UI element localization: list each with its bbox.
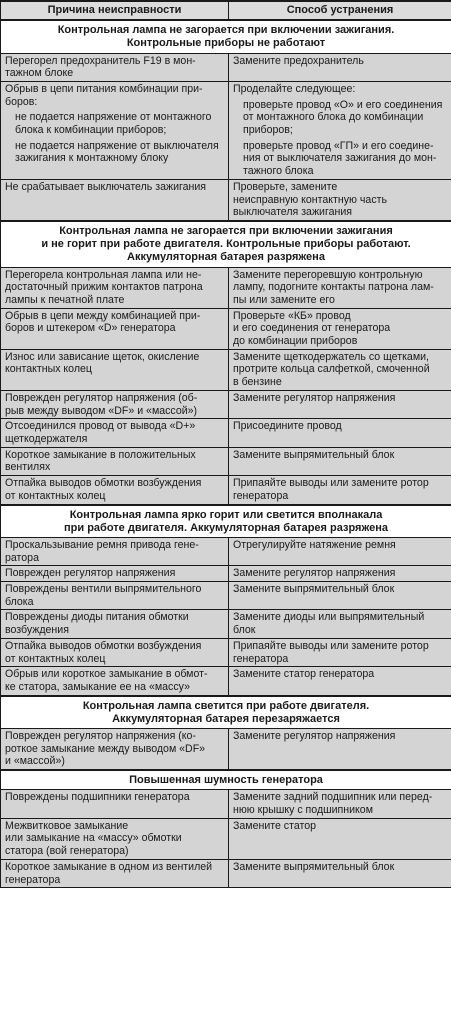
text-line: блока к комбинации приборов; <box>15 124 167 137</box>
remedy-cell <box>229 566 451 582</box>
text-line: возбуждения <box>5 624 69 637</box>
table-row <box>1 638 451 666</box>
remedy-cell <box>229 308 451 349</box>
text-line: Припаяйте выводы или замените ротор <box>233 639 429 652</box>
text-line: боров: <box>5 95 38 108</box>
cause-cell <box>1 667 229 696</box>
table-row <box>1 81 451 179</box>
text-line: Замените щеткодержатель со щетками, <box>233 350 429 363</box>
text-line: Замените регулятор напряжения <box>233 567 396 580</box>
text-line: Аккумуляторная батарея перезаряжается <box>112 712 340 725</box>
text-line: рыв между выводом «DF» и «массой») <box>5 404 198 417</box>
text-line: Проделайте следующее: <box>233 82 356 95</box>
text-line: статора (вой генератора) <box>5 845 129 858</box>
cause-cell <box>1 81 229 179</box>
text-line: не подается напряжение от выключателя <box>15 139 219 152</box>
cause-cell <box>1 267 229 308</box>
text-line: от контактных колец <box>5 489 106 502</box>
remedy-cell <box>229 81 451 179</box>
table-row <box>1 308 451 349</box>
text-line: Контрольная лампа не загорается при включении зажигания <box>59 225 393 237</box>
cause-cell <box>1 818 229 859</box>
table-row <box>1 610 451 638</box>
text-line: Повышенная шумность генератора <box>129 774 323 787</box>
text-line: Проверьте, замените <box>233 180 338 193</box>
text-line: боров и штекером «D» генератора <box>5 322 176 335</box>
text-line: до комбинации приборов <box>233 335 358 348</box>
table-row <box>1 566 451 582</box>
section-title <box>1 20 451 53</box>
text-line: Замените регулятор напряжения <box>233 391 396 404</box>
text-line: Замените выпрямительный блок <box>233 860 395 873</box>
remedy-cell <box>229 53 451 81</box>
text-line: приборов; <box>243 124 293 137</box>
text-line: щеткодержателя <box>5 433 88 445</box>
text-line: генератора <box>233 489 289 502</box>
table-row <box>1 53 451 81</box>
text-line: Замените предохранитель <box>233 54 364 67</box>
text-line: лампу, подогните контакты патрона лам- <box>233 281 434 294</box>
text-line: ния от выключателя зажигания до мон- <box>243 152 437 165</box>
text-line: вентилях <box>5 461 51 474</box>
text-line: Контрольная лампа светится при работе двигателя. <box>82 699 370 712</box>
section-title <box>1 221 451 267</box>
text-line: и его соединения от генератора <box>233 322 391 335</box>
text-line: Проверьте «КБ» провод <box>233 309 351 322</box>
table-body <box>1 1 451 888</box>
remedy-cell <box>229 667 451 696</box>
text-line: Припаяйте выводы или замените ротор <box>233 477 429 490</box>
cause-cell <box>1 610 229 638</box>
text-line: роткое замыкание между выводом «DF» <box>5 742 206 755</box>
text-line: нюю крышку с подшипником <box>233 804 373 816</box>
text-line: Не срабатывает выключатель зажигания <box>5 180 207 193</box>
text-line: Отсоединился провод от вывода «D+» <box>5 420 196 433</box>
text-line: Контрольная лампа ярко горит или светится вполнакала <box>69 508 383 521</box>
text-line: проверьте провод «О» и его соединения <box>243 98 443 111</box>
text-line: Отрегулируйте натяжение ремня <box>233 538 396 551</box>
section-title <box>1 505 451 538</box>
text-line: достаточный прижим контактов патрона <box>5 281 203 294</box>
section-title <box>1 696 451 729</box>
text-line: проверьте провод «ГП» и его соедине- <box>243 139 434 152</box>
text-line: Повреждены вентили выпрямительного <box>5 583 202 595</box>
text-line: лампы к печатной плате <box>5 293 125 306</box>
text-line: Замените выпрямительный блок <box>233 448 395 461</box>
cause-cell <box>1 566 229 582</box>
cause-cell <box>1 729 229 771</box>
cause-cell <box>1 582 229 610</box>
remedy-cell <box>229 390 451 418</box>
sub-item <box>233 99 447 137</box>
section-header <box>1 221 451 267</box>
sub-item <box>5 140 224 165</box>
remedy-cell <box>229 610 451 638</box>
text-line: Замените выпрямительный блок <box>233 583 395 595</box>
table-row <box>1 667 451 696</box>
table-row <box>1 818 451 859</box>
text-line: Обрыв в цепи питания комбинации при- <box>5 82 203 95</box>
cause-cell <box>1 638 229 666</box>
remedy-cell <box>229 582 451 610</box>
table-row <box>1 729 451 771</box>
table-row <box>1 447 451 475</box>
table-row <box>1 390 451 418</box>
text-line: Замените перегоревшую контрольную <box>233 268 423 281</box>
remedy-cell <box>229 267 451 308</box>
cause-cell <box>1 308 229 349</box>
section-header <box>1 696 451 729</box>
cause-cell <box>1 390 229 418</box>
remedy-cell <box>229 790 451 818</box>
table-row <box>1 267 451 308</box>
remedy-cell <box>229 179 451 221</box>
text-line: неисправную контактную часть <box>233 193 387 206</box>
section-header <box>1 770 451 790</box>
remedy-cell <box>229 349 451 390</box>
cause-cell <box>1 447 229 475</box>
text-line: от монтажного блока до комбинации <box>243 111 424 124</box>
text-line: протрите кольца салфеткой, смоченной <box>233 363 430 376</box>
sub-item <box>233 140 447 178</box>
remedy-cell <box>229 638 451 666</box>
text-line: выключателя зажигания <box>233 206 352 219</box>
text-line: Межвитковое замыкание <box>5 819 129 832</box>
text-line: Повреждены диоды питания обмотки <box>5 611 189 624</box>
remedy-cell <box>229 447 451 475</box>
sub-item <box>5 111 224 136</box>
text-line: Перегорел предохранитель F19 в мон- <box>5 54 196 67</box>
remedy-cell <box>229 729 451 771</box>
table-row <box>1 537 451 565</box>
text-line: Замените регулятор напряжения <box>233 730 396 742</box>
text-line: тажном блоке <box>5 67 74 80</box>
text-line: зажигания к монтажному блоку <box>15 152 169 165</box>
remedy-cell <box>229 537 451 565</box>
text-line: и не горит при работе двигателя. Контрольные приборы работают. <box>41 238 411 251</box>
text-line: и «массой») <box>5 755 65 768</box>
text-line: контактных колец <box>5 363 92 376</box>
text-line: Перегорела контрольная лампа или не- <box>5 268 202 281</box>
text-line: Короткое замыкание в одном из вентилей <box>5 860 213 873</box>
section-title <box>1 770 451 790</box>
remedy-cell <box>229 818 451 859</box>
cause-cell <box>1 419 229 447</box>
text-line: не подается напряжение от монтажного <box>15 111 212 124</box>
remedy-cell <box>229 419 451 447</box>
header-cause: Причина неисправности <box>1 1 229 20</box>
remedy-cell <box>229 476 451 505</box>
text-line: ратора <box>5 551 39 564</box>
text-line: Поврежден регулятор напряжения (ко- <box>5 730 196 742</box>
table-row <box>1 859 451 887</box>
text-line: Отпайка выводов обмотки возбуждения <box>5 477 202 490</box>
header-remedy: Способ устранения <box>229 1 451 20</box>
cause-cell <box>1 859 229 887</box>
text-line: Короткое замыкание в положительных <box>5 448 196 461</box>
header-row <box>1 1 451 20</box>
text-line: Присоедините провод <box>233 420 342 433</box>
cause-cell <box>1 790 229 818</box>
text-line: Износ или зависание щеток, окисление <box>5 350 200 363</box>
text-line: Проскальзывание ремня привода гене- <box>5 538 199 551</box>
text-line: генератора <box>233 652 289 665</box>
cause-cell <box>1 476 229 505</box>
cause-cell <box>1 179 229 221</box>
text-line: Замените диоды или выпрямительный <box>233 611 425 624</box>
text-line: блок <box>233 624 256 637</box>
table-row <box>1 349 451 390</box>
text-line: блока <box>5 595 34 608</box>
text-line: Контрольные приборы не работают <box>126 37 326 50</box>
text-line: тажного блока <box>243 165 314 178</box>
text-line: Обрыв или короткое замыкание в обмот- <box>5 668 208 681</box>
text-line: от контактных колец <box>5 652 106 665</box>
text-line: Замените статор <box>233 819 317 832</box>
text-line: Отпайка выводов обмотки возбуждения <box>5 639 202 652</box>
section-header <box>1 20 451 53</box>
cause-cell <box>1 53 229 81</box>
text-line: Обрыв в цепи между комбинацией при- <box>5 309 201 322</box>
text-line: Замените задний подшипник или перед- <box>233 791 433 804</box>
cause-cell <box>1 537 229 565</box>
text-line: пы или замените его <box>233 293 335 306</box>
text-line: при работе двигателя. Аккумуляторная батарея разряжена <box>64 521 388 534</box>
table-row <box>1 476 451 505</box>
text-line: Аккумуляторная батарея разряжена <box>127 251 325 264</box>
text-line: в бензине <box>233 376 282 389</box>
text-line: Замените статор генератора <box>233 668 375 681</box>
text-line: Повреждены подшипники генератора <box>5 791 190 804</box>
table-row <box>1 790 451 818</box>
text-line: генератора <box>5 873 61 886</box>
section-header <box>1 505 451 538</box>
text-line: ке статора, замыкание ее на «массу» <box>5 680 190 693</box>
text-line: или замыкание на «массу» обмотки <box>5 832 182 845</box>
table-row <box>1 582 451 610</box>
remedy-cell <box>229 859 451 887</box>
table-row <box>1 419 451 447</box>
text-line: Поврежден регулятор напряжения (об- <box>5 391 198 404</box>
cause-cell <box>1 349 229 390</box>
table-row <box>1 179 451 221</box>
text-line: Контрольная лампа не загорается при включении зажигания. <box>57 24 395 37</box>
text-line: Поврежден регулятор напряжения <box>5 567 176 580</box>
